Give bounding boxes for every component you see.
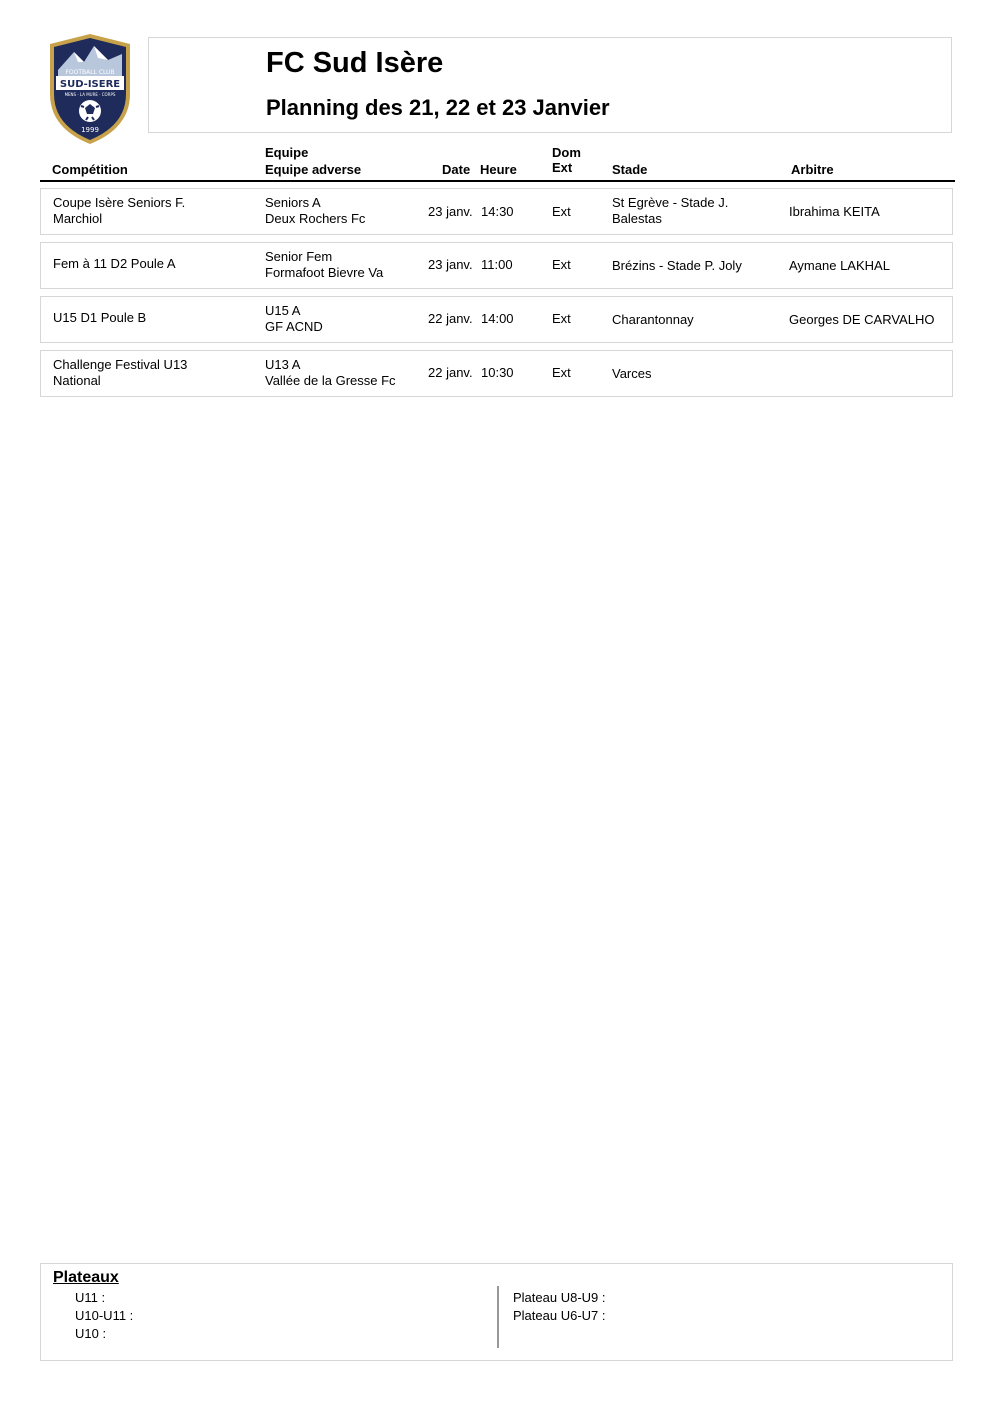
equipe: U15 A <box>265 303 301 318</box>
arbitre-cell: Georges DE CARVALHO <box>789 312 935 327</box>
svg-text:1999: 1999 <box>81 126 99 134</box>
stade-cell: Varces <box>612 366 652 381</box>
match-row <box>40 296 953 343</box>
plateau-u10-u11: U10-U11 : <box>75 1308 134 1323</box>
plateau-u8-u9: Plateau U8-U9 : <box>513 1290 606 1305</box>
time-cell: 14:00 <box>481 311 514 326</box>
stade-cell: Charantonnay <box>612 312 694 327</box>
time-cell: 14:30 <box>481 204 514 219</box>
match-row <box>40 350 953 397</box>
stade-cell: Brézins - Stade P. Joly <box>612 258 742 273</box>
dom-ext-cell: Ext <box>552 311 571 326</box>
date-cell: 23 janv. <box>428 257 473 272</box>
competition-cell: U15 D1 Poule B <box>53 310 147 325</box>
team-cell <box>265 249 425 281</box>
dom-ext-cell: Ext <box>552 204 571 219</box>
dom-ext-cell: Ext <box>552 365 571 380</box>
time-cell: 10:30 <box>481 365 514 380</box>
dom-ext-cell: Ext <box>552 257 571 272</box>
equipe: Senior Fem <box>265 249 333 264</box>
col-heure: Heure <box>480 162 517 177</box>
match-row <box>40 242 953 289</box>
team-cell <box>265 303 425 335</box>
arbitre-cell: Ibrahima KEITA <box>789 204 880 219</box>
svg-text:FOOTBALL CLUB: FOOTBALL CLUB <box>65 69 115 76</box>
col-dom: Dom <box>552 145 581 160</box>
match-row <box>40 188 953 235</box>
team-cell <box>265 357 425 389</box>
team-cell <box>265 195 425 227</box>
arbitre-cell: Aymane LAKHAL <box>789 258 890 273</box>
equipe-adverse: Vallée de la Gresse Fc <box>265 373 396 388</box>
plateau-u11: U11 : <box>75 1290 106 1305</box>
plateaux-divider <box>497 1286 499 1348</box>
col-equipe-adverse: Equipe adverse <box>265 162 362 177</box>
date-cell: 22 janv. <box>428 311 473 326</box>
col-stade: Stade <box>612 162 648 177</box>
equipe-adverse: GF ACND <box>265 319 323 334</box>
col-date: Date <box>442 162 471 177</box>
equipe-adverse: Formafoot Bievre Va <box>265 265 384 280</box>
col-arbitre: Arbitre <box>791 162 834 177</box>
planning-title: Planning des 21, 22 et 23 Janvier <box>266 95 610 120</box>
plateau-u10: U10 : <box>75 1326 107 1341</box>
equipe: Seniors A <box>265 195 321 210</box>
plateau-u6-u7: Plateau U6-U7 : <box>513 1308 606 1323</box>
competition-cell: Fem à 11 D2 Poule A <box>53 256 176 271</box>
column-headers <box>0 144 991 180</box>
date-cell: 23 janv. <box>428 204 473 219</box>
equipe-adverse: Deux Rochers Fc <box>265 211 366 226</box>
svg-text:MENS · LA MURE · CORPS: MENS · LA MURE · CORPS <box>64 92 116 97</box>
stade-cell: St Egrève - Stade J. Balestas <box>612 195 729 226</box>
club-logo <box>46 32 134 146</box>
col-ext: Ext <box>552 160 573 175</box>
club-name: FC Sud Isère <box>266 47 444 79</box>
header-rule <box>40 180 955 182</box>
time-cell: 11:00 <box>481 257 513 272</box>
title-box <box>148 37 952 133</box>
plateaux-box <box>40 1263 953 1361</box>
competition-cell: Coupe Isère Seniors F. Marchiol <box>53 195 186 226</box>
date-cell: 22 janv. <box>428 365 473 380</box>
competition-cell: Challenge Festival U13 National <box>53 357 188 388</box>
plateaux-title: Plateaux <box>53 1269 119 1286</box>
col-equipe: Equipe <box>265 145 309 160</box>
svg-text:SUD-ISERE: SUD-ISERE <box>59 79 121 90</box>
equipe: U13 A <box>265 357 301 372</box>
col-competition: Compétition <box>52 162 128 177</box>
